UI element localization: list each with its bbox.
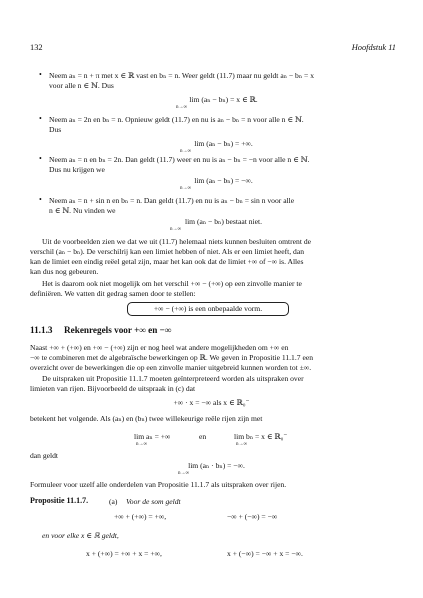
bullet-3-line-1: Neem aₙ = n en bₙ = 2n. Dan geldt (11.7) weer en nu is aₙ − bₙ = −n voor alle n ∈ ℕ. xyxy=(49,155,310,164)
bullet-3-formula: lim (aₙ − bₙ) = −∞. xyxy=(194,176,253,185)
paragraph-3-line-2: −∞ te combineren met de algebraïsche bewerkingen op ℝ. We geven in Propositie 11.1.7 een xyxy=(30,353,313,362)
paragraph-2-line-1: Het is daarom ook niet mogelijk om het verschil +∞ − (+∞) op een zinvolle manier te xyxy=(42,279,302,288)
bullet-4-line-2: n ∈ ℕ. Nu vinden we xyxy=(49,206,116,215)
formula-lim-b: lim bₙ = x ∈ ℝ₀⁻ xyxy=(234,432,288,441)
paragraph-1-line-4: kan dus nog gebeuren. xyxy=(30,267,99,276)
bullet-2-formula: lim (aₙ − bₙ) = +∞. xyxy=(194,139,253,148)
bullet-4-limit-subscript: n→∞ xyxy=(170,227,182,232)
formula-lim-b-subscript: n→∞ xyxy=(236,442,248,447)
sum-formula-4: x + (−∞) = −∞ + x = −∞. xyxy=(227,549,303,558)
formula-lim-a-subscript: n→∞ xyxy=(136,442,148,447)
bullet-4-formula: lim (aₙ − bₙ) bestaat niet. xyxy=(184,217,263,226)
bullet-1-line-1: Neem aₙ = n + π met x ∈ ℝ vast en bₙ = n. Weer geldt (11.7) maar nu geldt aₙ − bₙ = x xyxy=(49,71,315,80)
paragraph-1-line-3: kan de limiet een eindig reëel getal zijn, maar het kan ook dat de limiet +∞ of −∞ is. Alles xyxy=(30,257,304,266)
formula-lim-connector: en xyxy=(199,432,207,441)
bullet-2-line-2: Dus xyxy=(49,125,62,134)
bullet-2-limit-subscript: n→∞ xyxy=(180,149,192,154)
bullet-2-line-1: Neem aₙ = 2n en bₙ = n. Opnieuw geldt (11.7) en nu is aₙ − bₙ = n voor alle n ∈ ℕ. xyxy=(49,115,304,124)
paragraph-4-line-1: De uitspraken uit Propositie 11.1.7 moeten geïnterpreteerd worden als uitspraken over xyxy=(42,374,304,383)
bullet-marker: • xyxy=(39,195,42,204)
bullet-marker: • xyxy=(39,154,42,163)
bullet-marker: • xyxy=(39,114,42,123)
formula-c: +∞ · x = −∞ als x ∈ ℝ₀⁻ xyxy=(173,398,250,407)
paragraph-1-line-2: verschil (aₙ − bₙ). De verschilrij kan een limiet hebben of niet. Als er een limiet heeft, dan xyxy=(30,247,305,256)
proposition-item-text: Voor de som geldt xyxy=(126,497,181,506)
sum-formula-2: −∞ + (−∞) = −∞ xyxy=(227,512,278,521)
paragraph-2-line-2: definiëren. We vatten dit gedrag samen door te stellen: xyxy=(30,289,196,298)
chapter-header: Hoofdstuk 11 xyxy=(351,43,396,52)
boxed-statement: +∞ − (+∞) is een onbepaalde vorm. xyxy=(127,302,289,316)
bullet-4-line-1: Neem aₙ = n + sin n en bₙ = n. Dan geldt (11.7) en nu is aₙ − bₙ = sin n voor alle xyxy=(49,196,295,205)
proposition-item-label: (a) xyxy=(109,497,118,506)
sum-formula-3: x + (+∞) = +∞ + x = +∞, xyxy=(86,549,162,558)
formula-product: lim (aₙ · bₙ) = −∞. xyxy=(188,461,245,470)
formula-product-subscript: n→∞ xyxy=(178,471,190,476)
formula-lim-a: lim aₙ = +∞ xyxy=(134,432,171,441)
proposition-forall: en voor elke x ∈ ℝ geldt, xyxy=(42,531,119,540)
section-title: Rekenregels voor +∞ en −∞ xyxy=(64,325,172,335)
paragraph-3-line-3: overzicht over de bewerkingen die op een zinvolle manier uitgebreid kunnen worden tot ±∞. xyxy=(30,363,312,372)
bullet-marker: • xyxy=(39,70,42,79)
paragraph-7: Formuleer voor uzelf alle onderdelen van Propositie 11.1.7 als uitspraken over rijen. xyxy=(30,480,287,489)
page-number: 132 xyxy=(30,43,43,52)
bullet-1-line-2: voor alle n ∈ ℕ. Dus xyxy=(49,81,114,90)
bullet-1-formula: lim (aₙ − bₙ) = x ∈ ℝ. xyxy=(189,95,258,104)
bullet-3-limit-subscript: n→∞ xyxy=(180,186,192,191)
sum-formula-1: +∞ + (+∞) = +∞, xyxy=(114,512,167,521)
bullet-3-line-2: Dus nu krijgen we xyxy=(49,165,105,174)
paragraph-3-line-1: Naast +∞ + (+∞) en +∞ − (+∞) zijn er nog heel wat andere mogelijkheden om +∞ en xyxy=(30,343,289,352)
paragraph-1-line-1: Uit de voorbeelden zien we dat we uit (11.7) helemaal niets kunnen besluiten omtrent de xyxy=(42,237,311,246)
proposition-title: Propositie 11.1.7. xyxy=(30,496,89,505)
bullet-1-limit-subscript: n→∞ xyxy=(176,105,188,110)
paragraph-6: dan geldt xyxy=(30,451,59,460)
paragraph-4-line-2: limieten van rijen. Bijvoorbeeld de uitspraak in (c) dat xyxy=(30,384,196,393)
section-number: 11.1.3 xyxy=(30,325,53,335)
paragraph-5: betekent het volgende. Als (aₙ) en (bₙ) twee willekeurige reële rijen zijn met xyxy=(30,414,263,423)
